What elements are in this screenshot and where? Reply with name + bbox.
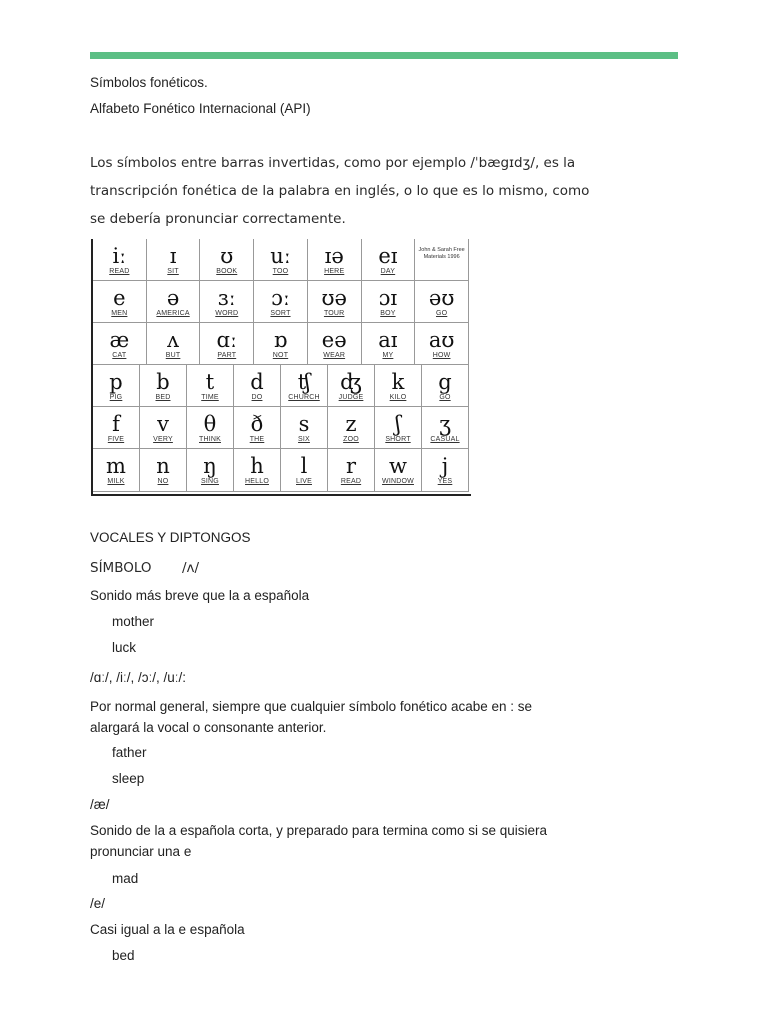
phoneme-example-word: SIX: [298, 436, 310, 443]
phoneme-cell: [234, 449, 281, 492]
long-description: Por normal general, siempre que cualquier símbolo fonético acabe en : se alargará la vocal o consonante anterior.: [90, 699, 532, 735]
phoneme-symbol: aɪ: [378, 328, 398, 352]
phoneme-symbol: ɔɪ: [378, 286, 398, 310]
phoneme-cell: [422, 449, 469, 492]
phoneme-example-word: SING: [201, 478, 219, 485]
phoneme-symbol: r: [345, 454, 357, 478]
phoneme-example-word: MILK: [107, 478, 125, 485]
phoneme-example-word: HOW: [432, 352, 451, 359]
phoneme-cell: [281, 365, 328, 407]
simbolo-value: /ʌ/: [182, 560, 200, 576]
phoneme-cell: [415, 281, 469, 323]
chart-credit: [415, 239, 469, 281]
phoneme-example-word: READ: [340, 478, 362, 485]
phoneme-example-word: WORD: [215, 310, 239, 317]
phoneme-cell: [328, 449, 375, 492]
phoneme-cell: [187, 407, 234, 449]
phoneme-cell: [234, 365, 281, 407]
phoneme-symbol: ɪə: [324, 244, 344, 268]
phoneme-cell: [187, 449, 234, 492]
phoneme-symbol: ʤ: [340, 370, 362, 394]
phoneme-symbol: ɜː: [217, 286, 236, 310]
example-word: father: [112, 745, 147, 760]
example-word: sleep: [112, 771, 145, 786]
phoneme-cell: [187, 365, 234, 407]
phoneme-cell: [362, 281, 416, 323]
phoneme-symbol: iː: [112, 244, 127, 268]
intro-line-2: transcripción fonética de la palabra en inglés, o lo que es lo mismo, como: [90, 183, 590, 199]
phoneme-example-word: SIT: [167, 268, 179, 275]
phoneme-example-word: BOY: [380, 310, 396, 317]
phoneme-symbol: w: [389, 454, 407, 478]
phoneme-symbol: eə: [321, 328, 347, 352]
phoneme-example-word: TIME: [201, 394, 219, 401]
phoneme-symbol: ɑː: [216, 328, 238, 352]
phoneme-example-word: SORT: [270, 310, 291, 317]
phoneme-example-word: GO: [435, 310, 448, 317]
intro-line-3: se debería pronunciar correctamente.: [90, 211, 346, 227]
phoneme-example-word: AMERICA: [156, 310, 190, 317]
phoneme-cell: [254, 323, 308, 365]
phoneme-example-word: THE: [249, 436, 265, 443]
e-symbol: /e/: [90, 896, 106, 911]
phoneme-cell: [93, 281, 147, 323]
phoneme-symbol: e: [113, 286, 126, 310]
phoneme-symbol: z: [345, 412, 357, 436]
phoneme-example-word: NOT: [272, 352, 289, 359]
phoneme-example-word: GO: [439, 394, 451, 401]
phoneme-symbol: ə: [166, 286, 180, 310]
title-simbolos: Símbolos fonéticos.: [90, 75, 208, 90]
phoneme-cell: [254, 239, 308, 281]
phoneme-example-word: WEAR: [323, 352, 346, 359]
phoneme-example-word: READ: [109, 268, 130, 275]
phoneme-cell: [140, 449, 187, 492]
phoneme-example-word: ZOO: [343, 436, 359, 443]
phoneme-example-word: YES: [437, 478, 453, 485]
simbolo-label: SÍMBOLO: [90, 560, 152, 576]
phoneme-cell: [281, 407, 328, 449]
phoneme-example-word: HELLO: [245, 478, 269, 485]
phoneme-symbol: b: [156, 370, 170, 394]
phoneme-cell: [200, 281, 254, 323]
example-word: luck: [112, 640, 137, 655]
phoneme-cell: [362, 239, 416, 281]
phoneme-symbol: ð: [250, 412, 264, 436]
phoneme-cell: [308, 239, 362, 281]
phoneme-example-word: CAT: [112, 352, 127, 359]
phoneme-cell: [281, 449, 328, 492]
phoneme-symbol: ɒ: [273, 328, 288, 352]
phoneme-symbol: əʊ: [428, 286, 455, 310]
phoneme-symbol: p: [109, 370, 123, 394]
phoneme-example-word: PIG: [109, 394, 123, 401]
phoneme-cell: [328, 407, 375, 449]
e-description: Casi igual a la e española: [90, 922, 245, 937]
phoneme-symbol: j: [441, 454, 449, 478]
phoneme-example-word: DAY: [380, 268, 396, 275]
phoneme-cell: [93, 407, 140, 449]
phoneme-symbol: ʃ: [395, 412, 401, 436]
phoneme-cell: [200, 239, 254, 281]
phoneme-symbol: ʒ: [439, 412, 451, 436]
section-title: VOCALES Y DIPTONGOS: [90, 530, 251, 545]
phoneme-cell: [93, 239, 147, 281]
phoneme-example-word: TOUR: [323, 310, 345, 317]
example-word: bed: [112, 948, 135, 963]
long-symbols: /ɑː/, /iː/, /ɔː/, /uː/:: [90, 670, 187, 685]
phoneme-cell: [375, 449, 422, 492]
phoneme-cell: [140, 365, 187, 407]
phoneme-example-word: KILO: [389, 394, 407, 401]
phoneme-cell: [328, 365, 375, 407]
phoneme-symbol: aʊ: [428, 328, 455, 352]
phoneme-symbol: ŋ: [203, 454, 217, 478]
phoneme-cell: [93, 365, 140, 407]
phoneme-symbol: ʧ: [297, 370, 311, 394]
phoneme-symbol: h: [250, 454, 264, 478]
phoneme-cell: [234, 407, 281, 449]
phoneme-symbol: ʊ: [220, 244, 234, 268]
ae-description: Sonido de la a española corta, y preparado para termina como si se quisiera pronunciar una e: [90, 823, 548, 859]
phoneme-symbol: ɔː: [271, 286, 290, 310]
phoneme-cell: [147, 323, 201, 365]
phoneme-example-word: MEN: [111, 310, 128, 317]
phoneme-example-word: WINDOW: [382, 478, 414, 485]
ae-symbol: /æ/: [90, 797, 110, 812]
a-description: Sonido más breve que la a española: [90, 588, 310, 603]
phoneme-symbol: l: [300, 454, 308, 478]
phoneme-symbol: θ: [203, 412, 217, 436]
phoneme-cell: [254, 281, 308, 323]
phoneme-symbol: d: [250, 370, 264, 394]
phoneme-symbol: uː: [270, 244, 291, 268]
phoneme-cell: [422, 407, 469, 449]
phoneme-example-word: DO: [251, 394, 263, 401]
phoneme-example-word: BUT: [165, 352, 181, 359]
phoneme-cell: [375, 407, 422, 449]
header-accent-bar: [90, 52, 678, 59]
phoneme-example-word: VERY: [153, 436, 173, 443]
phoneme-cell: [422, 365, 469, 407]
phoneme-symbol: k: [391, 370, 405, 394]
phoneme-example-word: NO: [157, 478, 169, 485]
example-word: mother: [112, 614, 155, 629]
phoneme-cell: [308, 323, 362, 365]
phoneme-cell: [93, 449, 140, 492]
phoneme-cell: [200, 323, 254, 365]
phoneme-cell: [375, 365, 422, 407]
phoneme-symbol: eɪ: [378, 244, 398, 268]
phoneme-cell: [415, 323, 469, 365]
chart-credit-text: John & Sarah Free Materials 1996: [418, 247, 465, 260]
phoneme-symbol: v: [157, 412, 169, 436]
phoneme-example-word: MY: [382, 352, 394, 359]
phoneme-symbol: m: [106, 454, 126, 478]
phoneme-cell: [147, 239, 201, 281]
phoneme-symbol: æ: [109, 328, 130, 352]
intro-line-1: Los símbolos entre barras invertidas, como por ejemplo /ˈbægɪdʒ/, es la: [90, 155, 576, 171]
phoneme-example-word: BED: [155, 394, 171, 401]
example-word: mad: [112, 871, 139, 886]
phoneme-example-word: LIVE: [296, 478, 312, 485]
phoneme-symbol: ʌ: [167, 328, 179, 352]
phoneme-symbol: t: [205, 370, 215, 394]
phoneme-symbol: ʊə: [321, 286, 347, 310]
phoneme-cell: [93, 323, 147, 365]
title-alfabeto: Alfabeto Fonético Internacional (API): [90, 101, 311, 116]
phoneme-example-word: HERE: [324, 268, 345, 275]
phoneme-example-word: TOO: [272, 268, 289, 275]
phoneme-cell: [362, 323, 416, 365]
phoneme-symbol: ɪ: [169, 244, 177, 268]
phoneme-example-word: SHORT: [385, 436, 411, 443]
phoneme-symbol: f: [112, 412, 120, 436]
phoneme-symbol: g: [438, 370, 452, 394]
phoneme-cell: [140, 407, 187, 449]
phoneme-example-word: CHURCH: [288, 394, 320, 401]
phonetic-chart-image: [91, 239, 471, 496]
phoneme-symbol: n: [156, 454, 170, 478]
phoneme-example-word: BOOK: [216, 268, 238, 275]
phoneme-cell: [308, 281, 362, 323]
phoneme-cell: [147, 281, 201, 323]
phoneme-symbol: s: [298, 412, 310, 436]
phoneme-example-word: JUDGE: [338, 394, 364, 401]
phoneme-example-word: FIVE: [107, 436, 125, 443]
phoneme-example-word: CASUAL: [430, 436, 460, 443]
phoneme-example-word: PART: [217, 352, 237, 359]
phoneme-example-word: THINK: [199, 436, 221, 443]
